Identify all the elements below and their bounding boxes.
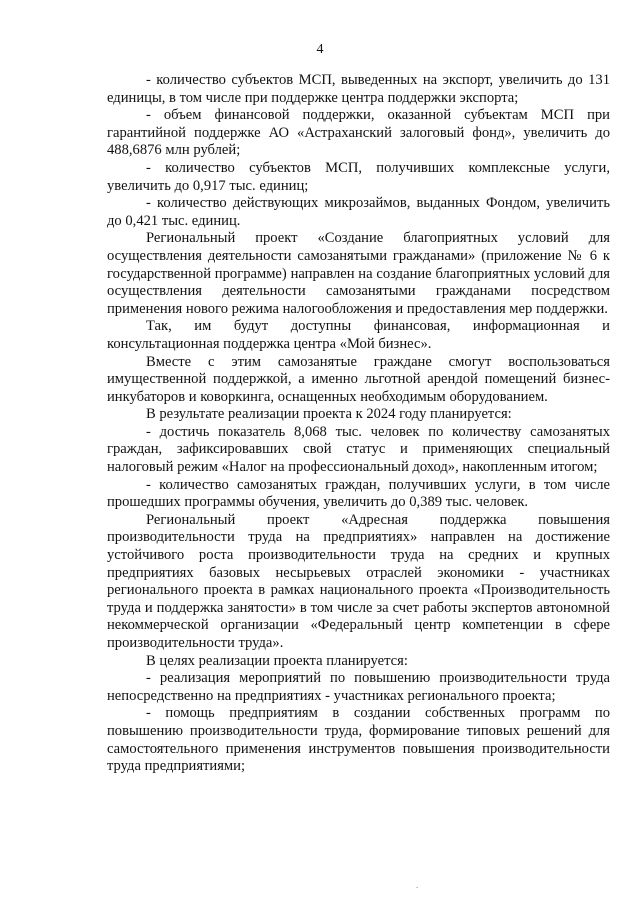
paragraph-microloans: - количество действующих микрозаймов, выданных Фондом, увеличить до 0,421 тыс. единиц. <box>107 195 610 229</box>
paragraph-export-smes: - количество субъектов МСП, выведенных на экспорт, увеличить до 131 единицы, в том числе при поддержке центра поддержки экспорта; <box>107 72 610 106</box>
paragraph-project-goals: В целях реализации проекта планируется: <box>146 652 408 669</box>
paragraph-complex-services: - количество субъектов МСП, получивших комплексные услуги, увеличить до 0,917 тыс. единиц; <box>107 159 610 194</box>
paragraph-productivity-measures: - реализация мероприятий по повышению производительности труда непосредственно на предприятиях - участниках регионального проекта; <box>107 670 610 704</box>
paragraph-self-employed-services: - количество самозанятых граждан, получивших услуги, в том числе прошедших программы обучения, увеличить до 0,389 тыс. человек. <box>107 476 610 511</box>
paragraph-property-support: Вместе с этим самозанятые граждане смогут воспользоваться имущественной поддержкой, а именно льготной арендой помещений бизнес-инкубаторов и коворкинга, оснащенных необходимым оборудованием. <box>107 353 610 405</box>
paragraph-guarantee-support: - объем финансовой поддержки, оказанной субъектам МСП при гарантийной поддержке АО «Астраханский залоговый фонд», увеличить до 488,6876 млн рублей; <box>107 107 610 159</box>
page-number: 4 <box>316 42 324 57</box>
paragraph-self-employed-count: - достичь показатель 8,068 тыс. человек по количеству самозанятых граждан, зафиксировавших свой статус и применяющих специальный налоговый режим «Налог на профессиональный доход», накопленным итогом; <box>107 423 610 476</box>
paragraph-productivity-project: Региональный проект «Адресная поддержка повышения производительности труда на предприятиях» направлен на достижение устойчивого роста производительности труда на средних и крупных предприятиях базовых несырьевых отраслей экономики - участниках регионального проекта в рамках национального проекта «Производительность труда и поддержка занятости» в том числе за счет работы экспертов автономной некоммерческой организации «Федеральный центр компетенции в сфере производительности труда». <box>107 511 610 651</box>
paragraph-enterprise-programs: - помощь предприятиям в создании собственных программ по повышению производительности труда, формирование типовых решений для самостоятельного применения инструментов повышения производительности труда предприятиями; <box>107 705 610 775</box>
scan-speck: . <box>416 880 419 890</box>
document-body <box>107 72 610 776</box>
paragraph-support-available: Так, им будут доступны финансовая, информационная и консультационная поддержка центра «Мой бизнес». <box>107 318 610 352</box>
paragraph-self-employed-project: Региональный проект «Создание благоприятных условий для осуществления деятельности самозанятыми гражданами» (приложение № 6 к государственной программе) направлен на создание благоприятных условий для осуществления деятельности самозанятыми гражданами посредством применения нового режима налогообложения и предоставления мер поддержки. <box>107 230 610 317</box>
paragraph-planned-results: В результате реализации проекта к 2024 году планируется: <box>146 406 512 423</box>
